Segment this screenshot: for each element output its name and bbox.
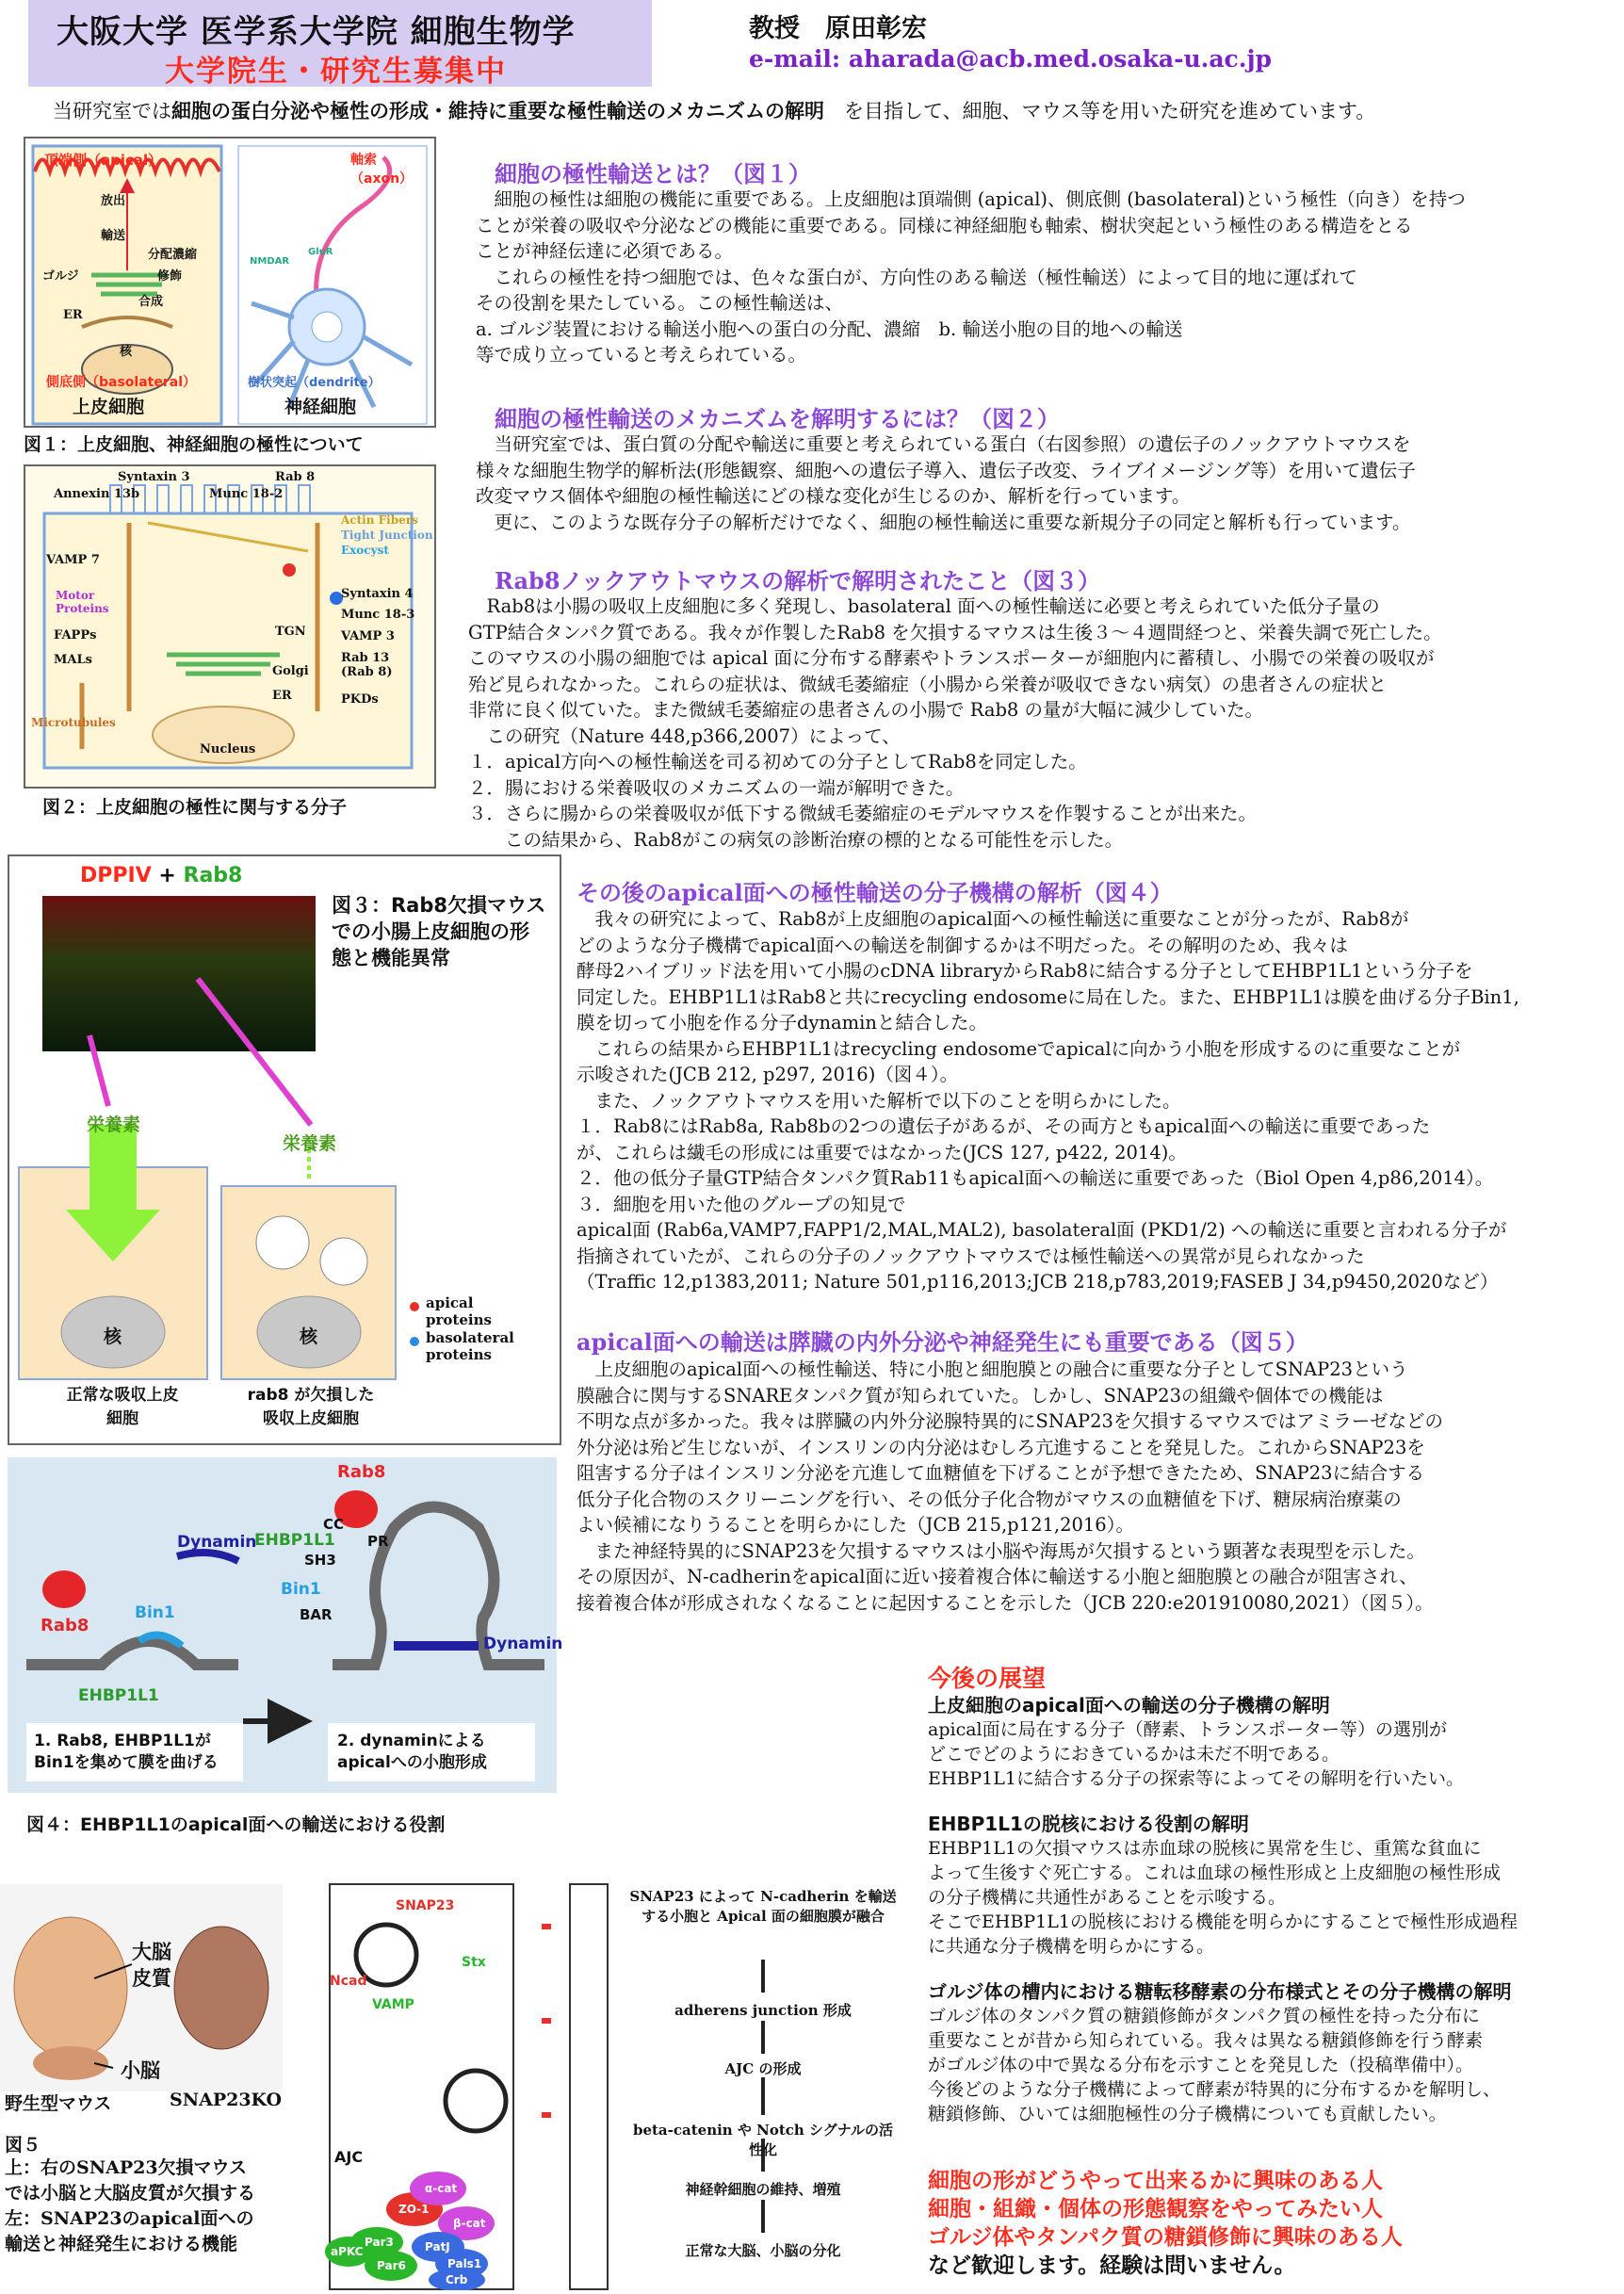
wt-brain xyxy=(14,1917,127,2058)
section-2-heading: 細胞の極性輸送のメカニズムを解明するには？（図２） xyxy=(495,405,1060,432)
figure-4 xyxy=(8,1457,563,1793)
vacuole xyxy=(320,1238,367,1285)
release-label: 放出 xyxy=(101,194,126,208)
section-3-heading: Rab8ノックアウトマウスの解析で解明されたこと（図３） xyxy=(495,567,1101,594)
fig4-dynamin-right: Dynamin xyxy=(483,1635,563,1653)
ko-mouse-label: SNAP23KO xyxy=(170,2090,283,2110)
normal-cell-label: 正常な吸収上皮細胞 xyxy=(66,1386,179,1428)
vamp-label: VAMP xyxy=(372,1997,414,2012)
recruit-block: 細胞の形がどうやって出来るかに興味のある人 細胞・組織・個体の形態観察をやってみたい人 ゴルジ体やタンパク質の糖鎖修飾に興味のある人 など歓迎します。経験は問いません。 xyxy=(928,2169,1403,2278)
fig4-step2: 2. dynaminによるapicalへの小胞形成 xyxy=(337,1732,487,1772)
intro-text: 当研究室では細胞の蛋白分泌や極性の形成・維持に重要な極性輸送のメカニズムの解明 を目指して、細胞、マウス等を用いた研究を進めています。 xyxy=(53,100,1376,122)
figure-1 xyxy=(24,137,436,428)
dendrite-label: 樹状突起（dendrite） xyxy=(248,376,381,390)
fig2-munc183: Munc 18-3 xyxy=(341,608,415,622)
ncad-label: Ncad xyxy=(330,1974,367,1989)
nucleus-label: 核 xyxy=(120,345,133,359)
apkc-label: aPKC xyxy=(331,2245,364,2258)
flow-step-1: SNAP23 によって N-cadherin を輸送する小胞と Apical 面の細胞膜が融合 xyxy=(629,1888,897,1925)
fig4-sh3: SH3 xyxy=(304,1552,336,1569)
section-3-body: Rab8は小腸の吸収上皮細胞に多く発現し、basolateral 面への極性輸送に必要と考えられていた低分子量の GTP結合タンパク質である。我々が作製したRab8 を欠損するマウスは生後３～４週間経つと、栄養失調で死亡した。 このマウスの小腸の細胞では apical 面に分布する酵素やトランスポーターが細胞内に蓄積し、小腸での栄養の吸収が 殆ど見られなかった。これらの症状は、微絨毛萎縮症（小腸から栄養が吸収できない病気）の患者さんの症状と 非常に良く似ていた。また微絨毛萎縮症の患者さんの小腸で Rab8 の量が大幅に減少していた。 この研究（Nature 448,p366,2007）によって、 １．apical方向への極性輸送を司る初めての分子としてRab8を同定した。 ２．腸における栄養吸収のメカニズムの一端が解明できた。 ３．さらに腸からの栄養吸収が低下する微絨毛萎縮症のモデルマウスを作製することが出来た。 この結果から、Rab8がこの病気の診断治療の標的となる可能性を示した。 xyxy=(468,595,1442,851)
figure-3 xyxy=(8,854,561,1445)
cell-right xyxy=(570,1884,608,2289)
nutrient-label-ko: 栄養素 xyxy=(283,1133,337,1154)
pals1-label: Pals1 xyxy=(447,2257,482,2270)
axon-label: 軸索（axon） xyxy=(350,153,414,187)
acat-label: α-cat xyxy=(425,2182,458,2195)
neuron-cell-label: 神経細胞 xyxy=(284,397,357,417)
fig2-annexin: Annexin 13b xyxy=(54,487,140,501)
fig5-diagram xyxy=(325,1879,909,2290)
cerebellum-label: 小脳 xyxy=(121,2058,160,2082)
apical-legend-dot xyxy=(410,1302,419,1311)
synth-label: 合成 xyxy=(138,295,164,309)
fig4-rab8-left: Rab8 xyxy=(41,1616,89,1635)
fig2-rab8: Rab 8 xyxy=(275,470,316,484)
baso-legend-dot xyxy=(410,1337,419,1346)
rab8-left xyxy=(42,1570,86,1608)
fig4-dynamin-left: Dynamin xyxy=(177,1533,257,1552)
ko-cell-label: rab8 が欠損した吸収上皮細胞 xyxy=(247,1386,375,1428)
fig2-microtubules: Microtubules xyxy=(31,716,116,729)
fig2-munc182: Munc 18-2 xyxy=(209,487,284,501)
transport-label: 輸送 xyxy=(101,229,126,243)
sort-label: 分配濃縮 xyxy=(148,248,198,262)
dynamin-left xyxy=(177,1553,238,1561)
er-label: ER xyxy=(63,308,83,322)
fig4-bin1-right: Bin1 xyxy=(281,1580,321,1599)
baso-legend: basolateral proteins xyxy=(426,1329,514,1363)
apical-legend: apical proteins xyxy=(426,1294,492,1328)
flow-step-4: beta-catenin や Notch シグナルの活性化 xyxy=(632,2122,894,2158)
fig2-vamp3: VAMP 3 xyxy=(341,629,395,643)
section-2-body: 当研究室では、蛋白質の分配や輸送に重要と考えられている蛋白（右図参照）の遺伝子のノックアウトマウスを 様々な細胞生物学的解析法(形態観察、細胞への遺伝子導入、遺伝子改変、ライブイメージング等）を用いて遺伝子 改変マウス個体や細胞の極性輸送にどの様な変化が生じるのか、解析を行っています。 更に、このような既存分子の解析だけでなく、細胞の極性輸送に重要な新規分子の同定と解析も行っています。 xyxy=(476,433,1416,533)
section-4-heading: その後のapical面への極性輸送の分子機構の解析（図４） xyxy=(577,879,1173,906)
section-5-heading: apical面への輸送は膵臓の内外分泌や神経発生にも重要である（図５） xyxy=(577,1328,1308,1356)
zo1-label: ZO-1 xyxy=(398,2203,430,2216)
professor-name: 教授 原田彰宏 xyxy=(749,14,927,43)
ajc-label: AJC xyxy=(334,2148,364,2166)
future-body: 上皮細胞のapical面への輸送の分子機構の解明 apical面に局在する分子（酵素、トランスポーター等）の選別が どこでどのようにおきているかは未だ不明である。 EHBP1L1に結合する分子の探索等によってその解明を行いたい。 EHBP1L1の脱核における役割の解明 EHBP1L1の欠損マウスは赤血球の脱核に異常を生じ、重篤な貧血に よって生後すぐ死亡する。これは血球の極性形成と上皮細胞の極性形成 の分子機構に共通性があることを示唆する。 そこでEHBP1L1の脱核における機能を明らかにすることで極性形成過程 に共通な分子機構を明らかにする。 ゴルジ体の槽内における糖転移酵素の分布様式とその分子機構の解明 ゴルジ体のタンパク質の糖鎖修飾がタンパク質の極性を持った分布に 重要なことが昔から知られている。我々は異なる糖鎖修飾を行う酵素 がゴルジ体の中で異なる分布を示すことを発見した（投稿準備中）。 今後どのような分子機構によって酵素が特異的に分布するかを解明し、 糖鎖修飾、ひいては細胞極性の分子機構についても貢献したい。 xyxy=(928,1694,1518,2124)
wt-mouse-label: 野生型マウス xyxy=(5,2093,112,2114)
fig4-step1: 1. Rab8, EHBP1L1がBin1を集めて膜を曲げる xyxy=(34,1732,219,1772)
fig2-rab13: Rab 13 (Rab 8) xyxy=(341,651,393,679)
fig3-title: 図３：Rab8欠損マウスでの小腸上皮細胞の形態と機能異常 xyxy=(332,894,546,969)
fig4-bar: BAR xyxy=(300,1606,333,1623)
fig2-mals: MALs xyxy=(54,653,92,667)
pointer-arrow-ko xyxy=(198,979,311,1125)
neuron-nucleus xyxy=(312,312,342,342)
fig2-motor: Motor Proteins xyxy=(56,589,109,615)
flow-step-2: adherens junction 形成 xyxy=(674,2002,852,2019)
nucleus-label-normal: 核 xyxy=(104,1326,122,1347)
fig2-tight: Tight Junction xyxy=(341,529,433,542)
brain-photo xyxy=(0,1884,283,2091)
basolateral-label: 側底側（basolateral） xyxy=(46,375,197,390)
nutrient-label-normal: 栄養素 xyxy=(87,1114,141,1135)
ko-brain xyxy=(174,1927,268,2049)
fig2-exocyst: Exocyst xyxy=(341,544,389,557)
page-title: 大阪大学 医学系大学院 細胞生物学 xyxy=(57,13,576,51)
par3-label: Par3 xyxy=(365,2236,394,2249)
fig2-er: ER xyxy=(272,689,292,703)
fig2-tgn: TGN xyxy=(275,625,306,639)
fig2-syntaxin4: Syntaxin 4 xyxy=(341,587,414,601)
fig2-golgi: Golgi xyxy=(272,664,309,678)
figure-1-caption: 図１：上皮細胞、神経細胞の極性について xyxy=(24,434,364,455)
par6-label: Par6 xyxy=(377,2259,406,2272)
pointer-arrow-normal xyxy=(89,1035,108,1106)
section-4-body: 我々の研究によって、Rab8が上皮細胞のapical面への極性輸送に重要なことが分ったが、Rab8が どのような分子機構でapical面への輸送を制御するかは不明だった。その解明のため、我々は 酵母2ハイブリッド法を用いて小腸のcDNA libraryからRab8に結合する分子としてEHBP1L1という分子を 同定した。EHBP1L1はRab8と共にrecycling endosomeに局在した。また、EHBP1L1は膜を曲げる分子Bin1, 膜を切って小胞を作る分子dynaminと結合した。 これらの結果からEHBP1L1はrecycling endosomeでapicalに向かう小胞を形成するのに重要なことが 示唆された(JCB 212, p297, 2016)（図４）。 また、ノックアウトマウスを用いた解析で以下のことを明らかにした。 １．Rab8にはRab8a, Rab8bの2つの遺伝子があるが、その両方ともapical面への輸送に重要であった が、これらは繊毛の形成には重要ではなかった(JCS 127, p422, 2014)。 ２．他の低分子量GTP結合タンパク質Rab11もapical面への輸送に重要であった（Biol Open 4,p86,2014）。 ３．細胞を用いた他のグループの知見で apical面 (Rab6a,VAMP7,FAPP1/2,MAL,MAL2), basolateral面 (PKD1/2) への輸送に重要と言われる分子が 指摘されていたが、これらの分子のノックアウトマウスでは極性輸送への異常が見られなかった （Traffic 12,p1383,2011; Nature 501,p116,2013;JCB 218,p783,2019;FASEB J 34,p9450,2020など） xyxy=(577,908,1519,1293)
fig3-stain-label: DPPIV + Rab8 xyxy=(80,864,243,887)
fig2-syntaxin3: Syntaxin 3 xyxy=(118,470,190,484)
bcat-label: β-cat xyxy=(453,2217,486,2230)
nucleus-label-ko: 核 xyxy=(300,1326,318,1347)
fig2-nucleus: Nucleus xyxy=(200,742,256,757)
section-1-heading: 細胞の極性輸送とは？（図１） xyxy=(495,160,811,187)
cadherin-marks xyxy=(542,1927,551,2115)
membrane-left xyxy=(26,1641,238,1665)
flow-step-3: AJC の形成 xyxy=(724,2060,802,2077)
fig4-pr: PR xyxy=(367,1533,389,1550)
section-1-body: 細胞の極性は細胞の機能に重要である。上皮細胞は頂端側 (apical)、側底側 (basolateral)という極性（向き）を持つ ことが栄養の吸収や分泌などの機能に重要である。同様に神経細胞も軸索、樹状突起という極性のある構造をとる ことが神経伝達に必須である。 これらの極性を持つ細胞では、色々な蛋白が、方向性のある輸送（極性輸送）によって目的地に運ばれて その役割を果たしている。この極性輸送は、 a. ゴルジ装置における輸送小胞への蛋白の分配、濃縮 b. 輸送小胞の目的地への輸送 等で成り立っていると考えられている。 xyxy=(476,188,1466,366)
cerebrum-label: 大脳皮質 xyxy=(132,1940,171,1990)
epithelial-cell-label: 上皮細胞 xyxy=(73,397,145,417)
fig2-fapps: FAPPs xyxy=(54,628,97,643)
fig4-cc: CC xyxy=(323,1516,345,1533)
fig4-ehbp-left: EHBP1L1 xyxy=(78,1686,159,1705)
fig4-ehbp-right: EHBP1L1 xyxy=(254,1531,335,1550)
nmdar-label: NMDAR xyxy=(250,256,290,267)
modify-label: 修飾 xyxy=(157,269,183,284)
patj-label: PatJ xyxy=(425,2240,450,2253)
section-5-body: 上皮細胞のapical面への極性輸送、特に小胞と細胞膜との融合に重要な分子としてSNAP23という 膜融合に関与するSNAREタンパク質が知られていた。しかし、SNAP23の組織や個体での機能は 不明な点が多かった。我々は膵臓の内外分泌腺特異的にSNAP23を欠損するマウスではアミラーゼなどの 外分泌は殆ど生じないが、インスリンの内分泌はむしろ亢進することを発見した。これからSNAP23を 阻害する分子はインスリン分泌を亢進して血糖値を下げることが予想できたため、SNAP23に結合する 低分子化合物のスクリーニングを行い、その低分子化合物がマウスの血糖値を下げ、糖尿病治療薬の よい候補になりうることを明らかにした（JCB 215,p121,2016）。 また神経特異的にSNAP23を欠損するマウスは小脳や海馬が欠損するという顕著な表現型を示した。 その原因が、N-cadherinをapical面に近い接着複合体に輸送する小胞と細胞膜との融合が阻害され、 接着複合体が形成されなくなることに起因することを示した（JCB 220:e201910080,2021）（図５）。 xyxy=(577,1359,1443,1614)
fig2-pkds: PKDs xyxy=(341,692,379,707)
apical-label: 頂端側（apical） xyxy=(44,152,163,169)
fig4-bin1-left: Bin1 xyxy=(135,1603,175,1622)
fig2-actin: Actin Fibers xyxy=(341,513,418,527)
glur-label: GluR xyxy=(308,247,333,257)
snap23-label: SNAP23 xyxy=(396,1898,455,1913)
figure-2 xyxy=(24,464,436,789)
snap23-diagram xyxy=(325,1879,909,2290)
email-link[interactable]: e-mail: aharada@acb.med.osaka-u.ac.jp xyxy=(749,45,1273,73)
fig5-caption: 上：右のSNAP23欠損マウス では小脳と大脳皮質が欠損する 左：SNAP23のapical面への 輸送と神経発生における機能 xyxy=(5,2157,256,2254)
fig2-vamp7: VAMP 7 xyxy=(46,553,100,567)
stx-label: Stx xyxy=(462,1955,486,1970)
golgi-label: ゴルジ xyxy=(42,269,79,284)
flow-step-6: 正常な大脳、小脳の分化 xyxy=(685,2242,841,2259)
crb-label: Crb xyxy=(446,2273,468,2286)
flow-step-5: 神経幹細胞の維持、増殖 xyxy=(685,2181,841,2198)
figure-4-caption: 図４：EHBP1L1のapical面への輸送における役割 xyxy=(26,1814,446,1835)
future-heading: 今後の展望 xyxy=(928,1665,1047,1692)
inclusion-body xyxy=(256,1216,309,1269)
recruit-subtitle: 大学院生・研究生募集中 xyxy=(165,55,507,89)
fig4-rab8-right: Rab8 xyxy=(337,1462,386,1482)
figure-2-caption: 図２：上皮細胞の極性に関与する分子 xyxy=(42,797,348,818)
fig5-label: 図５ xyxy=(5,2135,41,2156)
vesicle-red xyxy=(283,563,296,577)
